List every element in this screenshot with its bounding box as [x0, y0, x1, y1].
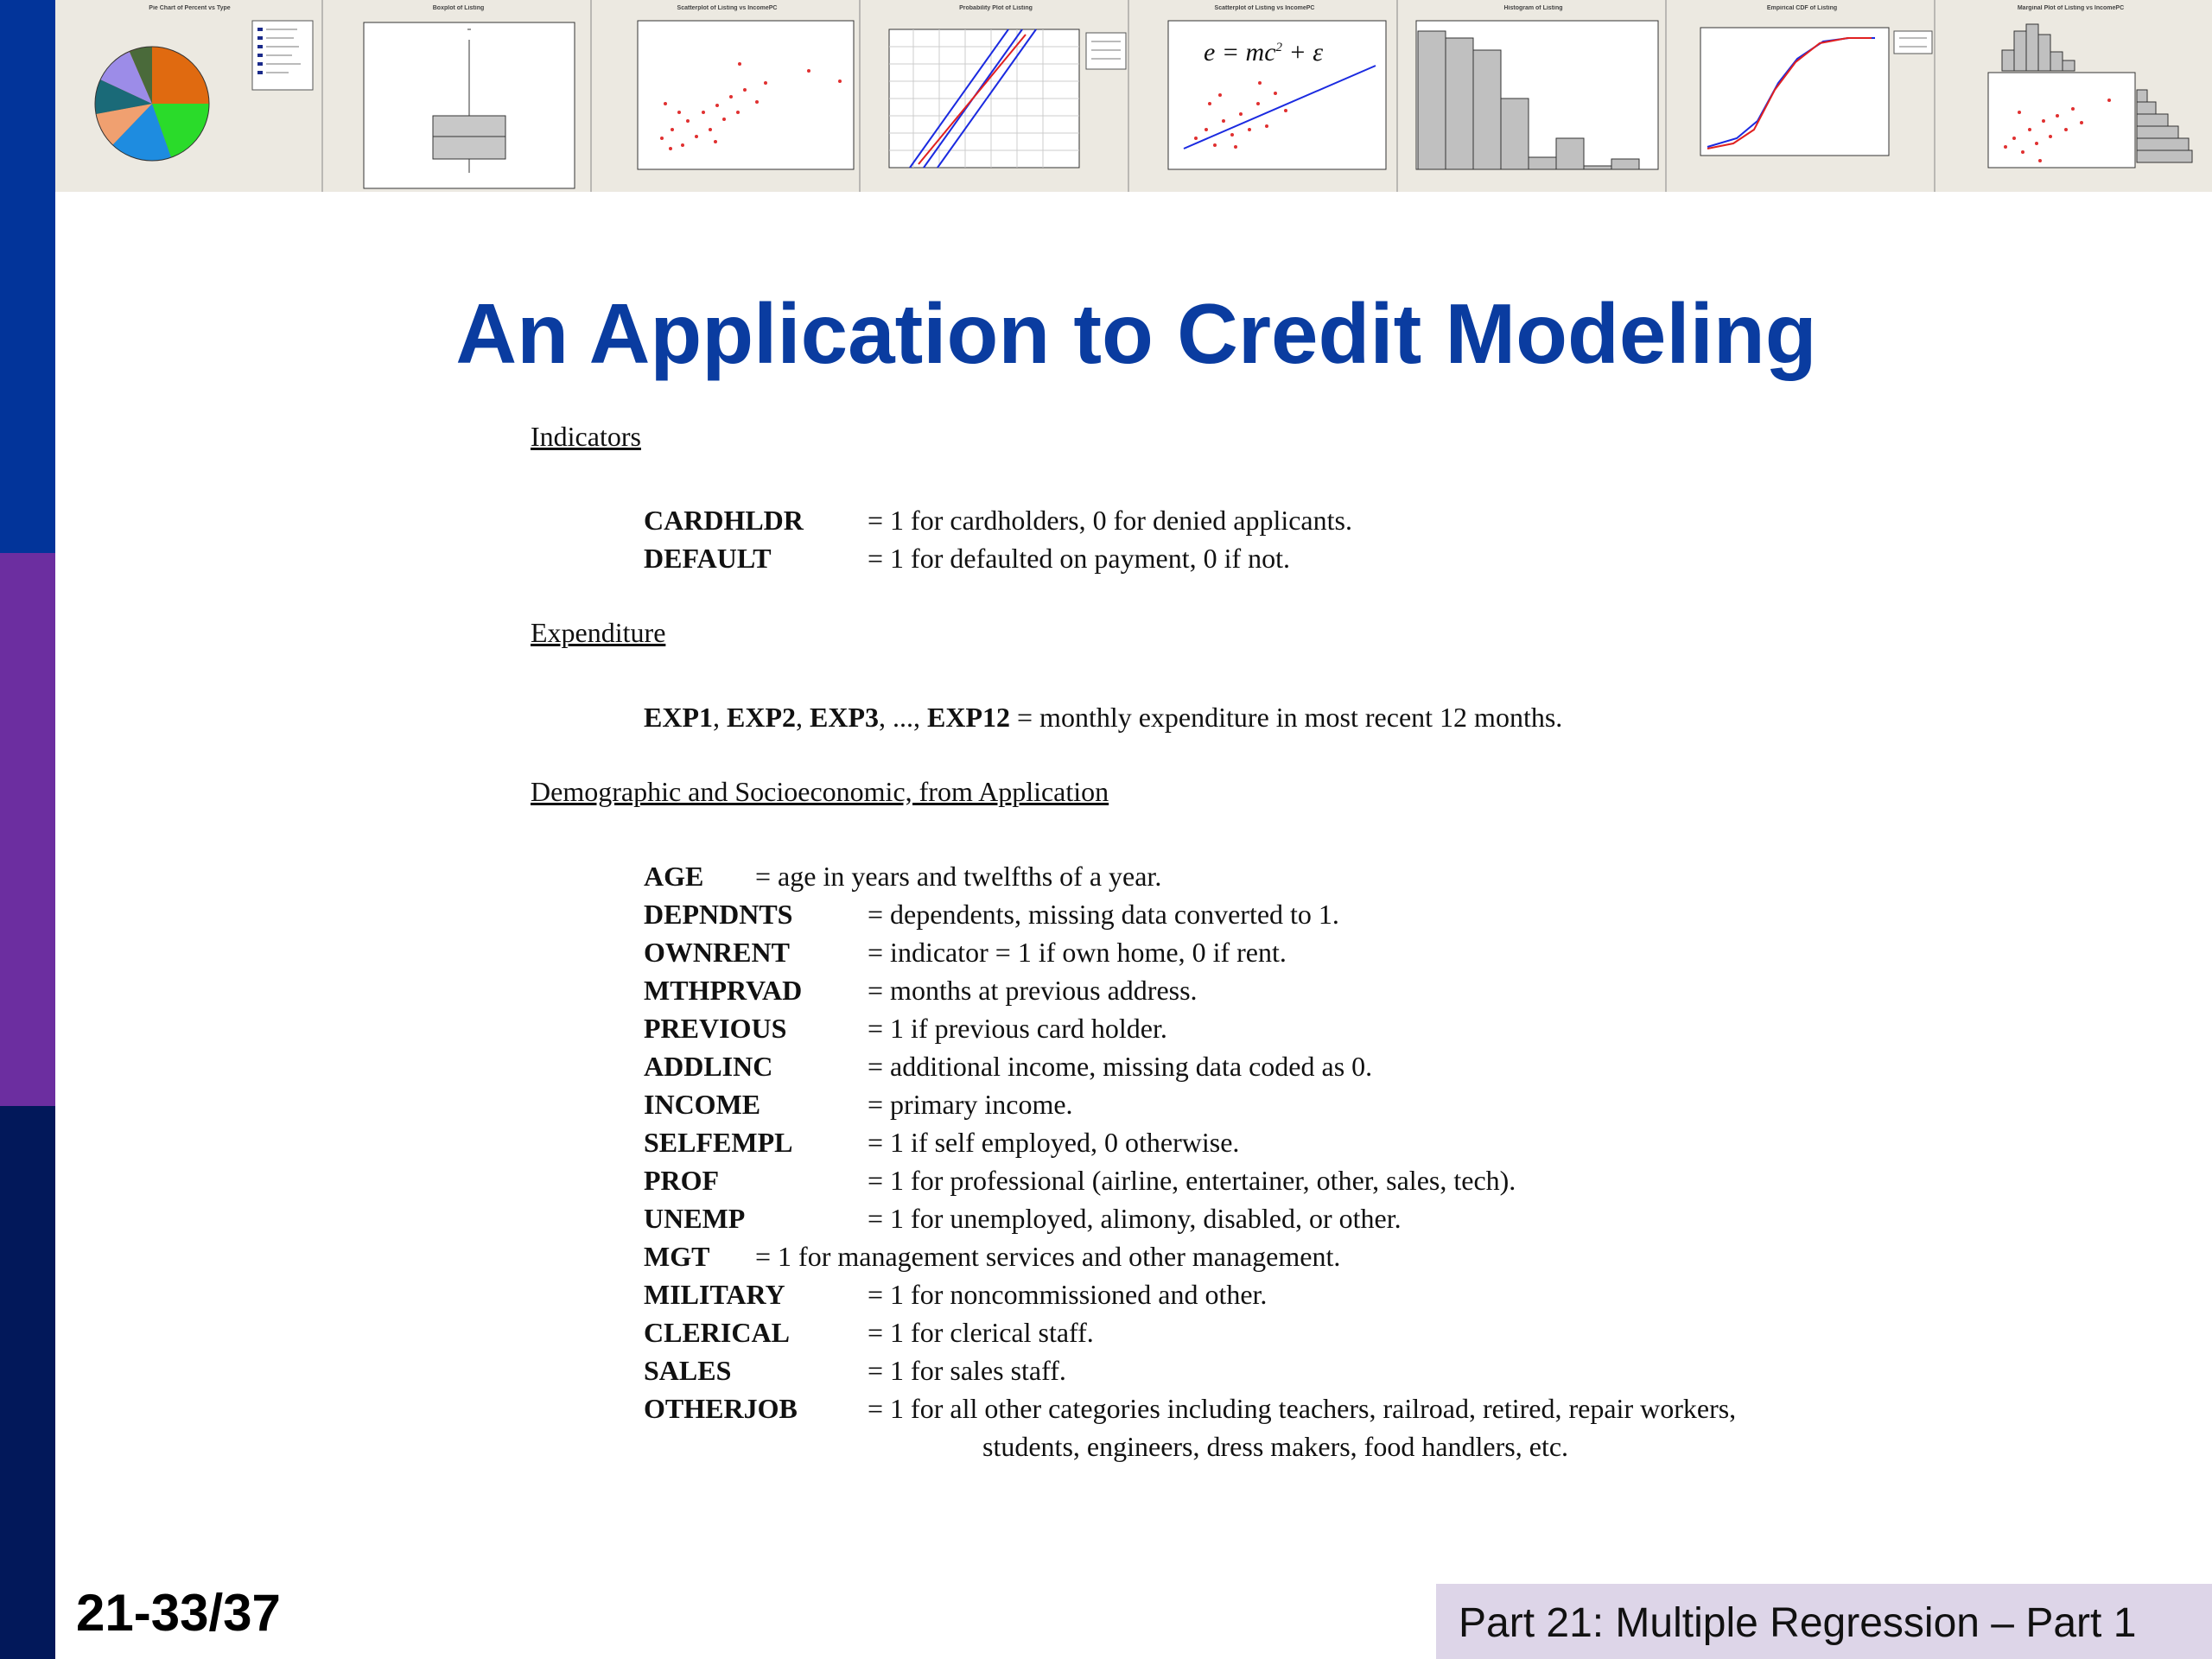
def-sales: = 1 for sales staff.: [868, 1355, 1066, 1386]
sidebar-segment-top: [0, 0, 55, 553]
scatterplot-graphic: [593, 0, 861, 192]
term-depndnts: DEPNDNTS: [644, 899, 793, 930]
equation-base: e = mc: [1204, 38, 1276, 67]
thumb-marginal-plot: [1936, 0, 2205, 192]
thumb-title: Scatterplot of Listing vs IncomePC: [677, 5, 778, 11]
pie-chart-graphic: [55, 0, 324, 192]
equation-rest: + ε: [1282, 38, 1324, 67]
term-addlinc: ADDLINC: [644, 1051, 773, 1082]
thumb-empirical-cdf: [1668, 0, 1936, 192]
def-income: = primary income.: [868, 1089, 1073, 1120]
term-income: INCOME: [644, 1089, 761, 1120]
term-exp1: EXP1: [644, 702, 713, 733]
regression-scatter-graphic: [1130, 0, 1399, 192]
term-sales: SALES: [644, 1355, 732, 1386]
def-otherjob: = 1 for all other categories including teachers, railroad, retired, repair workers,: [868, 1393, 1737, 1424]
def-default: = 1 for defaulted on payment, 0 if not.: [868, 543, 1291, 574]
slide-number: 21-33/37: [76, 1584, 281, 1642]
def-previous: = 1 if previous card holder.: [868, 1013, 1167, 1044]
def-military: = 1 for noncommissioned and other.: [868, 1279, 1268, 1310]
def-otherjob-continuation: students, engineers, dress makers, food handlers, etc.: [982, 1431, 1569, 1462]
boxplot-graphic: [324, 0, 593, 192]
thumb-scatterplot: [593, 0, 861, 192]
term-military: MILITARY: [644, 1279, 785, 1310]
term-mgt: MGT: [644, 1241, 710, 1272]
heading-indicators: Indicators: [531, 421, 641, 452]
thumb-title: Pie Chart of Percent vs Type: [149, 5, 231, 11]
def-depndnts: = dependents, missing data converted to 1.: [868, 899, 1339, 930]
term-prof: PROF: [644, 1165, 720, 1196]
empirical-cdf-graphic: [1668, 0, 1936, 192]
def-mthprvad: = months at previous address.: [868, 975, 1198, 1006]
thumb-title: Empirical CDF of Listing: [1766, 5, 1838, 11]
thumb-histogram: [1399, 0, 1668, 192]
probability-plot-graphic: [861, 0, 1130, 192]
term-unemp: UNEMP: [644, 1203, 746, 1234]
sidebar-segment-bottom: [0, 1106, 55, 1659]
footer-part-label-box: [1436, 1584, 2212, 1659]
expenditure-line: EXP1, EXP2, EXP3, ..., EXP12 = monthly expenditure in most recent 12 months.: [644, 702, 1563, 733]
sidebar-segment-middle: [0, 553, 55, 1106]
slide-title: An Application to Credit Modeling: [455, 286, 1817, 381]
expenditure-ellipsis: ...,: [893, 702, 920, 733]
term-otherjob: OTHERJOB: [644, 1393, 798, 1424]
thumb-probability-plot: [861, 0, 1130, 192]
thumb-boxplot: [324, 0, 593, 192]
def-ownrent: = indicator = 1 if own home, 0 if rent.: [868, 937, 1287, 968]
chart-thumbnail-banner: [55, 0, 2212, 192]
term-mthprvad: MTHPRVAD: [644, 975, 803, 1006]
term-cardhldr: CARDHLDR: [644, 505, 804, 536]
term-default: DEFAULT: [644, 543, 772, 574]
def-addlinc: = additional income, missing data coded as 0.: [868, 1051, 1373, 1082]
term-exp2: EXP2: [727, 702, 796, 733]
def-selfempl: = 1 if self employed, 0 otherwise.: [868, 1127, 1240, 1158]
heading-expenditure: Expenditure: [531, 617, 666, 648]
thumb-pie-chart: [55, 0, 324, 192]
equation-exponent: 2: [1275, 41, 1283, 54]
footer-part-label: Part 21: Multiple Regression – Part 1: [1459, 1600, 2137, 1646]
marginal-plot-graphic: [1936, 0, 2205, 192]
thumb-regression-scatter: [1130, 0, 1399, 192]
heading-demographic: Demographic and Socioeconomic, from Application: [531, 776, 1109, 807]
def-cardhldr: = 1 for cardholders, 0 for denied applicants.: [868, 505, 1352, 536]
term-selfempl: SELFEMPL: [644, 1127, 793, 1158]
left-sidebar: [0, 0, 55, 1659]
term-exp12: EXP12: [927, 702, 1010, 733]
def-expenditure: = monthly expenditure in most recent 12 months.: [1017, 702, 1563, 733]
def-age: = age in years and twelfths of a year.: [755, 861, 1162, 892]
term-age: AGE: [644, 861, 704, 892]
histogram-graphic: [1399, 0, 1668, 192]
term-ownrent: OWNRENT: [644, 937, 790, 968]
term-clerical: CLERICAL: [644, 1317, 790, 1348]
def-unemp: = 1 for unemployed, alimony, disabled, or other.: [868, 1203, 1402, 1234]
def-prof: = 1 for professional (airline, entertainer, other, sales, tech).: [868, 1165, 1516, 1196]
thumb-title: Scatterplot of Listing vs IncomePC: [1214, 5, 1315, 11]
equation-annotation: [1204, 38, 1323, 67]
thumb-title: Histogram of Listing: [1503, 5, 1563, 11]
term-exp3: EXP3: [810, 702, 879, 733]
term-previous: PREVIOUS: [644, 1013, 787, 1044]
thumb-title: Probability Plot of Listing: [959, 5, 1033, 11]
thumb-title: Marginal Plot of Listing vs IncomePC: [2017, 5, 2125, 11]
def-clerical: = 1 for clerical staff.: [868, 1317, 1094, 1348]
def-mgt: = 1 for management services and other management.: [755, 1241, 1341, 1272]
thumb-title: Boxplot of Listing: [432, 5, 485, 11]
